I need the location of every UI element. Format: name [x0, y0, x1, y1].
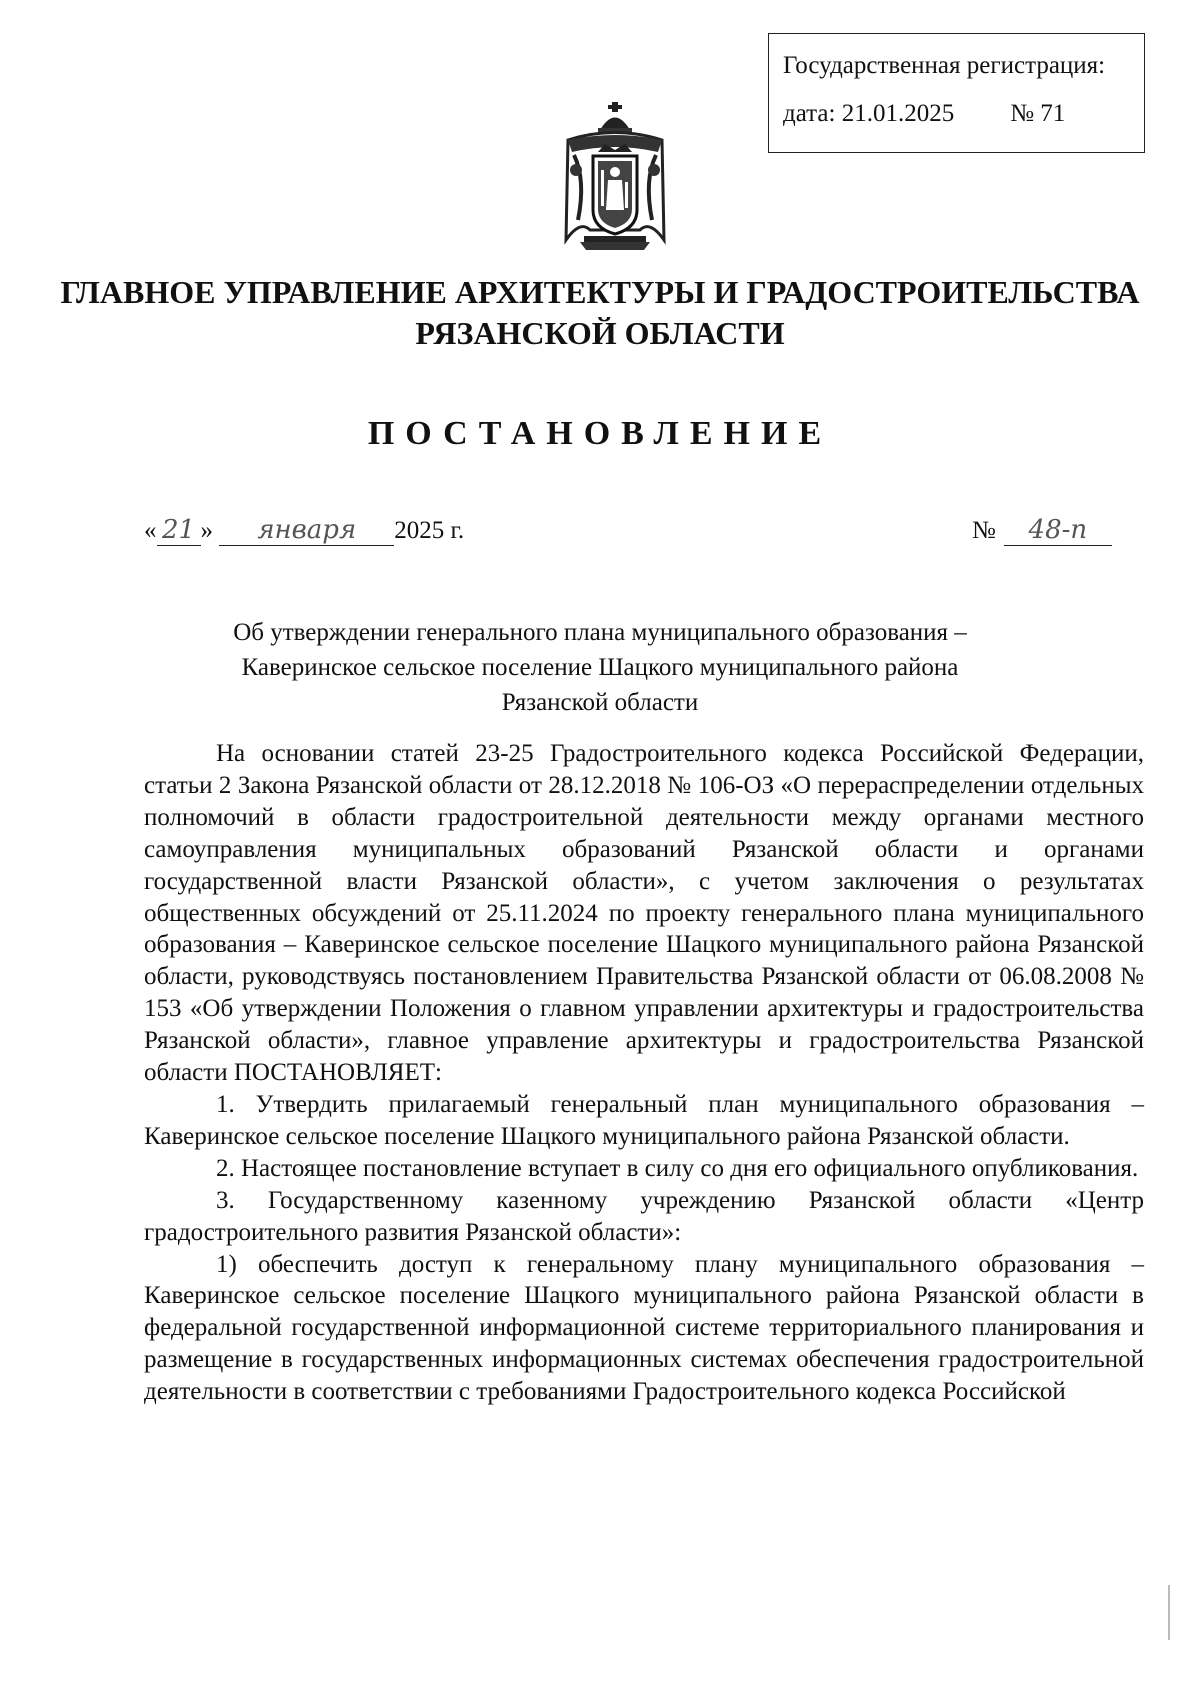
date-year: 2025 г. — [394, 517, 465, 544]
clause-1: 1. Утвердить прилагаемый генеральный план муниципального образования – Каверинское сельское поселение Шацкого муниципального района Рязанской области. — [144, 1090, 1144, 1150]
registration-stamp — [768, 33, 1145, 153]
document-type: ПОСТАНОВЛЕНИЕ — [367, 415, 833, 452]
registration-details — [783, 100, 1144, 128]
date-month: января — [219, 515, 394, 546]
clause-3: 3. Государственному казенному учреждению Рязанской области «Центр градостроительного развития Рязанской области»: — [144, 1186, 1144, 1246]
subject-line3: Рязанской области — [501, 689, 699, 716]
date-open-quote: « — [144, 517, 157, 544]
document-date — [144, 515, 464, 546]
clause-3-subitem-1: 1) обеспечить доступ к генеральному плану муниципального образования – Каверинское сельское поселение Шацкого муниципального района Рязанской области в федеральной государственной информационной системе территориального планирования и размещение в государственных информационных системах обеспечения градостроительной деятельности в соответствии с требованиями Градостроительного кодекса Российской — [144, 1250, 1144, 1406]
organization-name — [0, 272, 1200, 354]
organization-name-line2: РЯЗАНСКОЙ ОБЛАСТИ — [415, 315, 785, 351]
document-subject — [0, 615, 1200, 720]
clause-2: 2. Настоящее постановление вступает в силу со дня его официального опубликования. — [216, 1154, 1139, 1182]
date-close-quote: » — [200, 517, 213, 544]
organization-name-line1: ГЛАВНОЕ УПРАВЛЕНИЕ АРХИТЕКТУРЫ И ГРАДОСТРОИТЕЛЬСТВА — [60, 274, 1140, 310]
subject-line1: Об утверждении генерального плана муниципального образования – — [233, 619, 967, 646]
number-value: 48-п — [1004, 515, 1112, 546]
registration-date: дата: 21.01.2025 — [783, 100, 955, 127]
document-number — [972, 515, 1112, 546]
number-prefix: № — [972, 517, 996, 544]
document-body — [144, 738, 1144, 1408]
ryazan-coat-of-arms-icon — [560, 100, 670, 252]
registration-number: № 71 — [1010, 100, 1066, 127]
preamble-paragraph: На основании статей 23-25 Градостроительного кодекса Российской Федерации, статьи 2 Закона Рязанской области от 28.12.2018 № 106-ОЗ «О перераспределении отдельных полномочий в области градостроительной деятельности между органами местного самоуправления муниципальных образований Рязанской области и органами государственной власти Рязанской области», с учетом заключения о результатах общественных обсуждений от 25.11.2024 по проекту генерального плана муниципального образования – Каверинское сельское поселение Шацкого муниципального района Рязанской области, руководствуясь постановлением Правительства Рязанской области от 06.08.2008 № 153 «Об утверждении Положения о главном управлении архитектуры и градостроительства Рязанской области», главное управление архитектуры и градостроительства Рязанской области ПОСТАНОВЛЯЕТ: — [144, 740, 1144, 1087]
date-day: 21 — [157, 515, 201, 546]
registration-title: Государственная регистрация: — [783, 52, 1106, 79]
subject-line2: Каверинское сельское поселение Шацкого муниципального района — [241, 654, 959, 681]
scan-artifact-line — [1168, 1585, 1170, 1640]
